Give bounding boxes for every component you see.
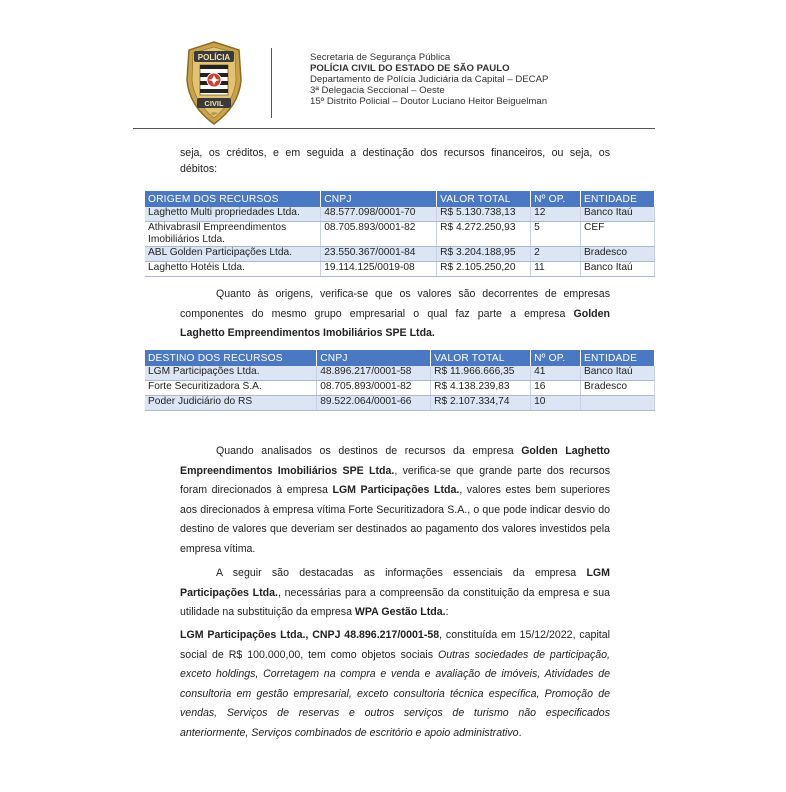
table-row	[145, 247, 655, 262]
column-header: CNPJ	[321, 191, 437, 207]
table-cell: Poder Judiciário do RS	[145, 396, 317, 411]
company-name: LGM Participações Ltda.	[180, 567, 610, 599]
table-cell: Laghetto Multi propriedades Ltda.	[145, 207, 321, 222]
badge-tiny-text: SP	[211, 111, 217, 116]
table-row	[145, 381, 655, 396]
table-row	[145, 396, 655, 411]
badge-bottom-text: CIVIL	[204, 99, 224, 108]
table-cell: R$ 2.107.334,74	[431, 396, 531, 411]
table-cell: 11	[531, 262, 581, 277]
column-header: DESTINO DOS RECURSOS	[145, 350, 317, 366]
paragraph-text: A seguir são destacadas as informações essenciais da empresa	[216, 567, 587, 579]
table-cell: 48.577.098/0001-70	[321, 207, 437, 222]
paragraph-text: , valores estes bem superiores aos direcionados à empresa vítima Forte Securitizadora S.A., o que pode indicar desvio do destino de valores que deveriam ser destinados ao pagamento dos valores investidos pela empresa vítima.	[180, 484, 610, 555]
paragraph-text: , necessárias para a compreensão da constituição da empresa e sua utilidade na substituição da empresa	[180, 586, 610, 618]
header-line: Secretaria de Segurança Pública	[310, 52, 451, 63]
company-name: Golden Laghetto Empreendimentos Imobiliários SPE Ltda.	[180, 445, 610, 477]
table-cell: R$ 4.138.239,83	[431, 381, 531, 396]
origins-paragraph	[180, 285, 610, 344]
column-header: VALOR TOTAL	[437, 191, 531, 207]
column-header: ENTIDADE	[581, 191, 655, 207]
table-cell: Bradesco	[581, 381, 655, 396]
table-cell: 08.705.893/0001-82	[321, 222, 437, 247]
column-header: CNPJ	[317, 350, 431, 366]
badge-top-text: POLÍCIA	[197, 53, 231, 62]
paragraph-text: Quando analisados os destinos de recursos da empresa	[216, 445, 522, 457]
table-cell: R$ 4.272.250,93	[437, 222, 531, 247]
lgm-intro-paragraph	[180, 564, 610, 623]
social-objects: Outras sociedades de participação, exceto holdings, Corretagem na compra e venda e avaliação de imóveis, Atividades de consultoria em gestão empresarial, exceto consultoria técnica específica, Promoção de vendas, Serviços de reservas e outros serviços de turismo não especificados anteriormente, Serviços combinados de escritório e apoio administrativo	[180, 648, 610, 739]
table-cell: 48.896.217/0001-58	[317, 366, 431, 381]
header-horizontal-rule	[133, 128, 655, 129]
table-cell: CEF	[581, 222, 655, 247]
table-cell	[581, 396, 655, 411]
lgm-details-paragraph	[180, 626, 610, 743]
table-cell: 23.550.367/0001-84	[321, 247, 437, 262]
table-row	[145, 207, 655, 222]
header-line: Departamento de Polícia Judiciária da Capital – DECAP	[310, 74, 549, 85]
table-cell: 16	[531, 381, 581, 396]
table-header-row	[145, 350, 655, 366]
column-header: VALOR TOTAL	[431, 350, 531, 366]
destinations-table	[145, 350, 655, 411]
origins-line: componentes do mesmo grupo empresarial o qual faz parte a empresa	[180, 307, 574, 320]
table-cell: Banco Itaú	[581, 207, 655, 222]
header-line: POLÍCIA CIVIL DO ESTADO DE SÃO PAULO	[310, 63, 510, 74]
column-header: ORIGEM DOS RECURSOS	[145, 191, 321, 207]
column-header: ENTIDADE	[581, 350, 655, 366]
intro-paragraph	[180, 144, 610, 179]
origins-table	[145, 191, 655, 277]
intro-line: débitos:	[180, 162, 218, 175]
table-cell: 2	[531, 247, 581, 262]
header-line: 3ª Delegacia Seccional – Oeste	[310, 85, 445, 96]
table-cell: Banco Itaú	[581, 262, 655, 277]
table-cell: 12	[531, 207, 581, 222]
table-cell: LGM Participações Ltda.	[145, 366, 317, 381]
company-name: Golden	[573, 307, 610, 320]
column-header: Nº OP.	[531, 350, 581, 366]
table-cell: 08.705.893/0001-82	[317, 381, 431, 396]
table-header-row	[145, 191, 655, 207]
company-name: Laghetto Empreendimentos Imobiliários SPE Ltda.	[180, 327, 435, 339]
table-cell: Bradesco	[581, 247, 655, 262]
paragraph-text: , verifica-se que grande parte dos recursos foram direcionados à empresa	[180, 464, 610, 496]
table-row	[145, 366, 655, 381]
table-cell: Athivabrasil Empreendimentos Imobiliários Ltda.	[145, 222, 321, 247]
table-cell: 5	[531, 222, 581, 247]
table-row	[145, 262, 655, 277]
header-institution-block	[310, 52, 548, 107]
paragraph-text: , constituída em 15/12/2022, capital social de R$ 100.000,00, tem como objetos sociais	[180, 629, 610, 661]
table-cell: 19.114.125/0019-08	[321, 262, 437, 277]
table-cell: R$ 3.204.188,95	[437, 247, 531, 262]
table-cell: R$ 2.105.250,20	[437, 262, 531, 277]
table-cell: 10	[531, 396, 581, 411]
paragraph-text: .	[518, 726, 522, 739]
table-cell: R$ 11.966.666,35	[431, 366, 531, 381]
paragraph-text: :	[445, 606, 449, 618]
table-row	[145, 222, 655, 247]
company-name: WPA Gestão Ltda.	[354, 606, 446, 618]
table-cell: ABL Golden Participações Ltda.	[145, 247, 321, 262]
table-cell: 41	[531, 366, 581, 381]
police-badge-logo	[181, 40, 247, 126]
table-cell: 89.522.064/0001-66	[317, 396, 431, 411]
origins-line: Quanto às origens, verifica-se que os valores são decorrentes de empresas	[216, 288, 610, 300]
table-cell: Banco Itaú	[581, 366, 655, 381]
header-line: 15º Distrito Policial – Doutor Luciano Heitor Beiguelman	[310, 96, 548, 107]
company-id: LGM Participações Ltda., CNPJ 48.896.217/0001-58	[180, 629, 440, 641]
destinations-paragraph	[180, 442, 610, 559]
column-header: Nº OP.	[531, 191, 581, 207]
table-cell: Forte Securitizadora S.A.	[145, 381, 317, 396]
header-vertical-divider	[271, 48, 272, 118]
table-cell: R$ 5.130.738,13	[437, 207, 531, 222]
table-cell: Laghetto Hotéis Ltda.	[145, 262, 321, 277]
intro-line: seja, os créditos, e em seguida a destinação dos recursos financeiros, ou seja, os	[180, 147, 610, 159]
company-name: LGM Participações Ltda.	[332, 484, 460, 496]
